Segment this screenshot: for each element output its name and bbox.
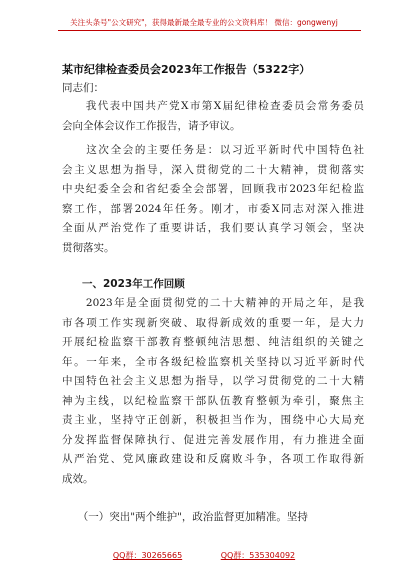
paragraph-review bbox=[62, 294, 364, 489]
paragraph-line: 会主义思想为指导，深入贯彻党的二十大精神，贯彻落实 bbox=[62, 163, 364, 176]
paragraph-line: 中央纪委全会和省纪委全会部署，回顾我市2023年纪检监 bbox=[62, 183, 364, 195]
paragraph-line: 市各项工作实现新突破、取得新成效的重要一年，是大力 bbox=[62, 316, 364, 329]
document-title: 某市纪律检查委员会2023年工作报告（5322字） bbox=[62, 63, 311, 76]
paragraph-line: 开展纪检监察干部教育整顿纯洁思想、纯洁组织的关键之 bbox=[62, 336, 364, 348]
footer-qq-group-2[interactable]: QQ群：535304092 bbox=[220, 551, 296, 560]
paragraph-line: 年。一年来，全市各级纪检监察机关坚持以习近平新时代 bbox=[62, 355, 364, 368]
paragraph-line: 从严治党、党风廉政建设和反腐败斗争，各项工作取得新 bbox=[62, 453, 364, 465]
footer-qq-group-1[interactable]: QQ群：30265665 bbox=[112, 551, 183, 560]
paragraph-line: 这次全会的主要任务是：以习近平新时代中国特色社 bbox=[62, 144, 364, 156]
paragraph-line: 责主业，坚持守正创新，积极担当作为，围绕中心大局充 bbox=[62, 414, 364, 426]
salutation: 同志们： bbox=[62, 82, 104, 94]
paragraph-line: 神为主线，以纪检监察干部队伍教育整顿为牵引，聚焦主 bbox=[62, 394, 364, 407]
paragraph-line: 察工作，部署2024年任务。刚才，市委X同志对深入推进 bbox=[62, 202, 364, 215]
footer bbox=[0, 550, 408, 561]
paragraph-line: 会向全体会议作工作报告，请予审议。 bbox=[62, 119, 241, 132]
section-heading: 一、2023年工作回顾 bbox=[82, 278, 185, 290]
header-banner: 关注头条号"公文研究"，获得最新最全最专业的公文资料库！ 微信：gongwenyj bbox=[70, 18, 338, 27]
paragraph-tasks bbox=[62, 141, 364, 258]
header-divider bbox=[58, 30, 361, 31]
paragraph-line: 我代表中国共产党X市第X届纪律检查委员会常务委员 bbox=[62, 100, 364, 112]
paragraph-line: 全面从严治党作了重要讲话，我们要认真学习领会，坚决 bbox=[62, 222, 364, 234]
paragraph-line: 贯彻落实。 bbox=[62, 241, 115, 254]
paragraph-line: 中国特色社会主义思想为指导，以学习贯彻党的二十大精 bbox=[62, 375, 364, 387]
paragraph-line: 成效。 bbox=[62, 472, 94, 485]
paragraph-line: 2023年是全面贯彻党的二十大精神的开局之年，是我 bbox=[62, 297, 364, 309]
paragraph-intro bbox=[62, 97, 364, 136]
paragraph-line: （一）突出"两个维护"，政治监督更加精准。坚持 bbox=[62, 511, 308, 523]
paragraph-line: 分发挥监督保障执行、促进完善发展作用，有力推进全面 bbox=[62, 433, 364, 446]
paragraph-subsection-1 bbox=[62, 508, 364, 528]
